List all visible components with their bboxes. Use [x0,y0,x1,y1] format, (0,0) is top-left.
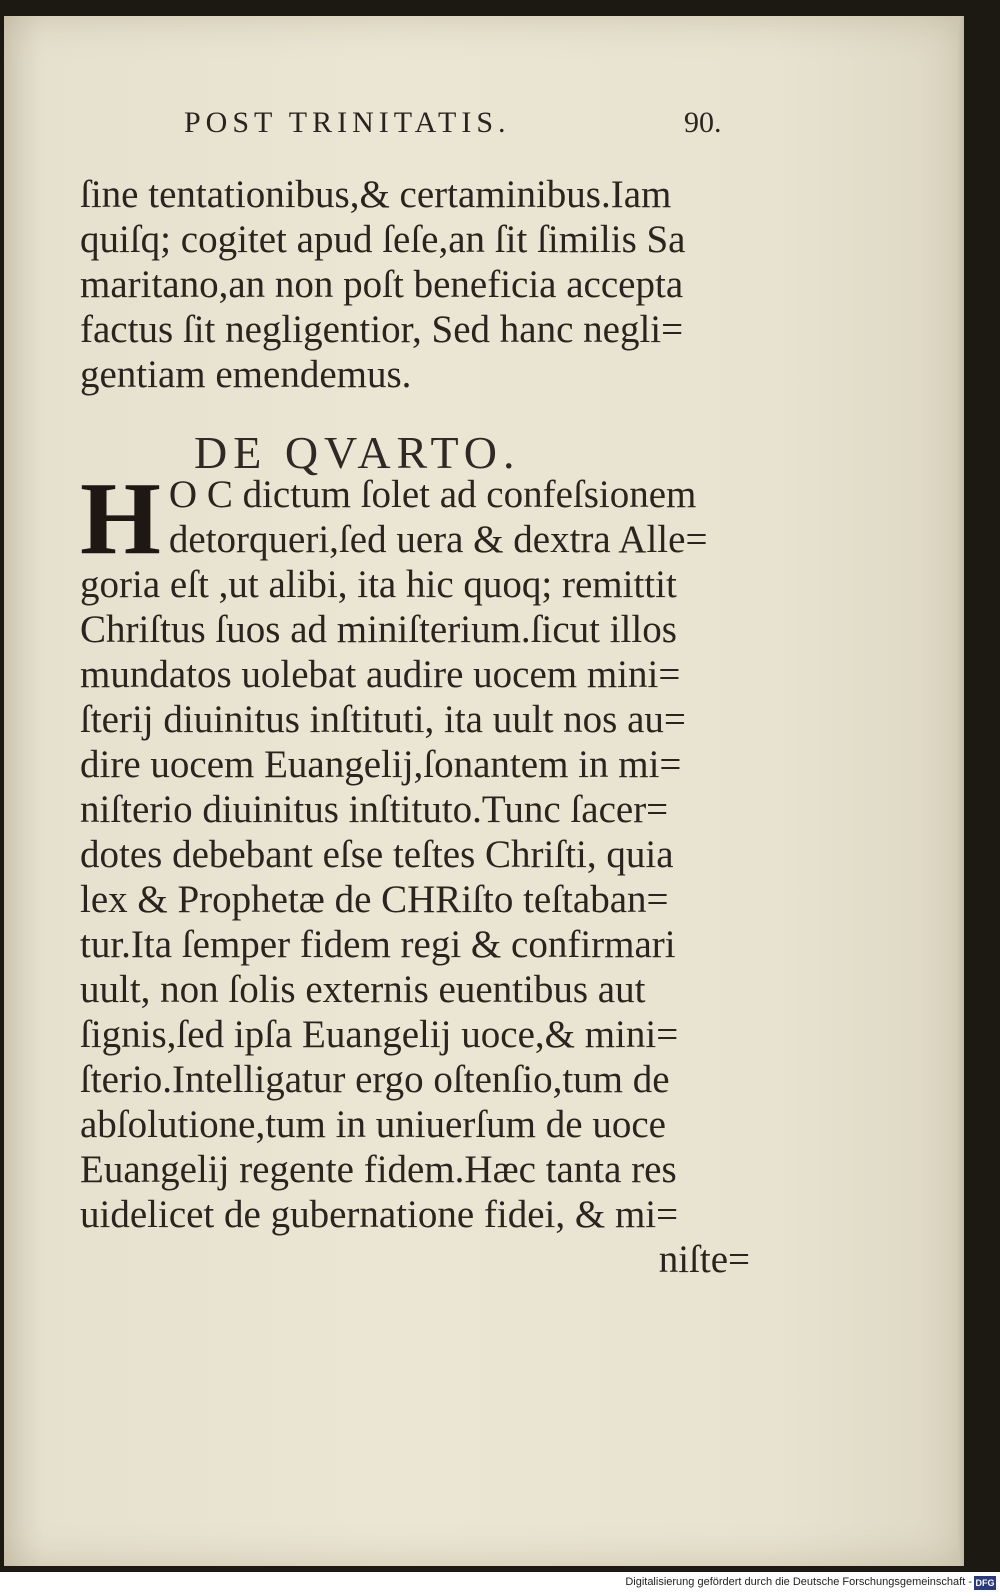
text-line: Euangelij regente fidem.Hæc tanta res [80,1148,677,1191]
text-line: tur.Ita ſemper fidem regi & confirmari [80,923,676,966]
dfg-logo: DFG [975,1578,995,1588]
text-line: dotes debebant eſse teſtes Chriſti, quia [80,833,674,876]
text-line: uult, non ſolis externis euentibus aut [80,968,646,1011]
text-line: ſine tentationibus,& certaminibus.Iam [80,173,672,216]
text-line: uidelicet de gubernatione fidei, & mi= [80,1193,679,1236]
section-body [80,461,750,1282]
paragraph-continuation [80,172,750,397]
text-line: gentiam emendemus. [80,353,412,396]
page-edge [958,16,964,1566]
text-line: mundatos uolebat audire uocem mini= [80,653,681,696]
page-number: 90. [684,106,722,139]
text-line: dire uocem Euangelij,ſonantem in mi= [80,743,682,786]
text-line: factus ſit negligentior, Sed hanc negli= [80,308,684,351]
text-line: Chriſtus ſuos ad miniſterium.ſicut illos [80,608,677,651]
drop-initial: H [80,461,161,576]
running-head: POST TRINITATIS. [184,106,511,139]
catchword: niſte= [658,1238,750,1281]
text-line: ſignis,ſed ipſa Euangelij uoce,& mini= [80,1013,679,1056]
text-line: abſolutione,tum in uniuerſum de uoce [80,1103,666,1146]
text-line: ſterij diuinitus inſtituti, ita uult nos au= [80,698,686,741]
text-line: quiſq; cogitet apud ſeſe,an ſit ſimilis Sa [80,218,686,261]
text-line: O C dictum ſolet ad confeſsionem [168,473,697,516]
section-heading: DE QVARTO. [194,427,521,478]
text-line: lex & Prophetæ de CHRiſto teſtaban= [80,878,669,921]
text-line: niſterio diuinitus inſtituto.Tunc ſacer= [80,788,669,831]
text-line: goria eſt ,ut alibi, ita hic quoq; remittit [80,563,677,606]
book-page [4,16,964,1566]
text-line: maritano,an non poſt beneficia accepta [80,263,684,306]
text-line: detorqueri,ſed uera & dextra Alle= [168,518,708,561]
digitization-credit: Digitalisierung gefördert durch die Deutsche Forschungsgemeinschaft - [625,1576,972,1588]
text-line: ſterio.Intelligatur ergo oſtenſio,tum de [80,1058,670,1101]
